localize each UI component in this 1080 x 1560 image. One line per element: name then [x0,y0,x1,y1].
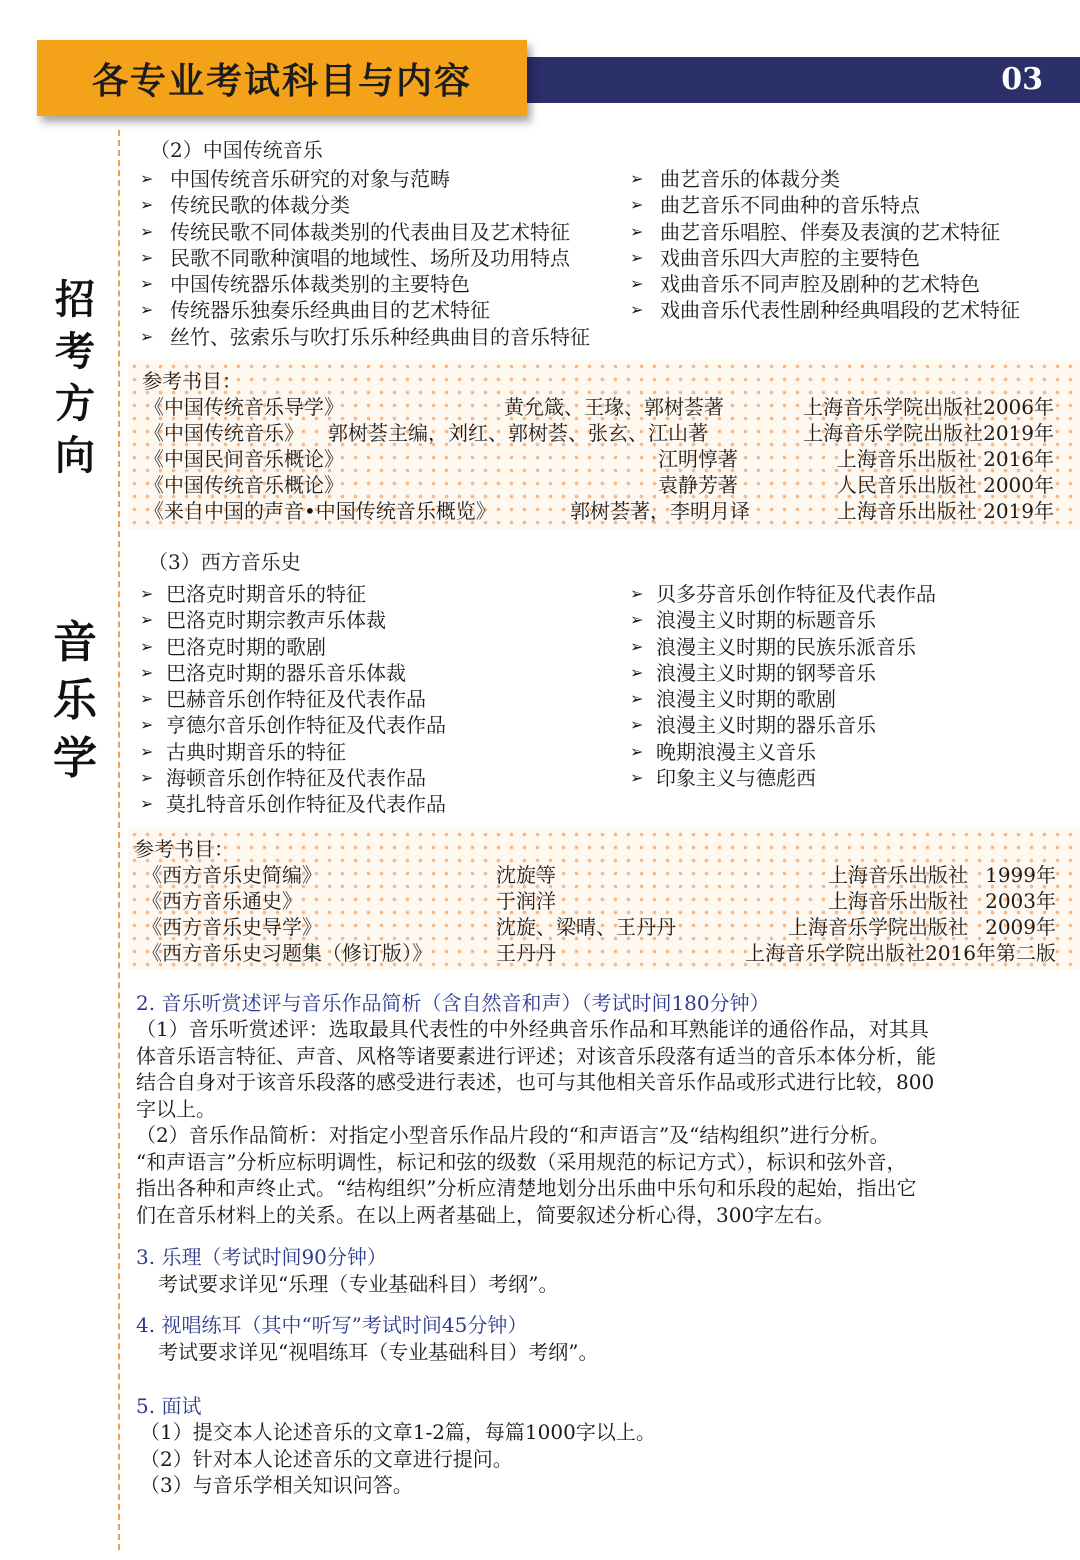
paragraph-line: 结合自身对于该音乐段落的感受进行表述，也可与其他相关音乐作品或形式进行比较，800 [136,1070,935,1094]
ref-publisher: 上海音乐出版社 2016年 [836,447,1054,471]
arrowhead-bullet-icon: ➢ [630,636,644,656]
paragraph-line: 字以上。 [136,1096,216,1121]
header-bar [520,57,1080,103]
list-item: ➢ 晚期浪漫主义音乐 [630,739,816,764]
list-item: ➢ 曲艺音乐不同曲种的音乐特点 [630,193,920,218]
references-block-traditional [128,360,1080,530]
arrowhead-bullet-icon: ➢ [630,610,644,630]
ref-publisher: 人民音乐出版社 2000年 [836,473,1054,497]
side-char: 乐 [53,675,97,726]
arrowhead-bullet-icon: ➢ [630,741,644,761]
arrowhead-bullet-icon: ➢ [630,169,644,188]
section-heading-western: （3）西方音乐史 [148,550,301,574]
paragraph-line: （1）音乐听赏述评：选取最具代表性的中外经典音乐作品和耳熟能详的通俗作品，对其具 [136,1017,929,1041]
section-3-heading: 3. 乐理（考试时间90分钟） [136,1245,387,1269]
arrowhead-bullet-icon: ➢ [630,689,644,709]
ref-author: 袁静芳著 [658,473,738,497]
list-item: ➢ 曲艺音乐唱腔、伴奏及表演的艺术特征 [630,219,1000,244]
arrowhead-bullet-icon: ➢ [140,274,154,294]
ref-author: 黄允箴、王瑑、郭树荟著 [504,395,724,419]
western-right-list [630,581,936,791]
section-4-text: 考试要求详见“视唱练耳（专业基础科目）考纲”。 [158,1340,599,1364]
section-4-heading: 4. 视唱练耳（其中“听写”考试时间45分钟） [136,1313,528,1337]
ref-book: 《中国传统音乐导学》 [144,395,344,419]
paragraph-line: 体音乐语言特征、声音、风格等诸要素进行评述；对该音乐段落有适当的音乐本体分析，能 [136,1043,936,1068]
ref-publisher: 上海音乐出版社 [828,863,968,887]
ref-book: 《来自中国的声音•中国传统音乐概览》 [144,499,496,523]
ref-year: 1999年 [985,863,1056,887]
ref-book: 《中国传统音乐概论》 [144,473,344,497]
list-item: ➢ 亨德尔音乐创作特征及代表作品 [140,713,446,738]
arrowhead-bullet-icon: ➢ [140,768,154,788]
section-5-body [140,1419,656,1499]
arrowhead-bullet-icon: ➢ [140,584,154,603]
ref-publisher: 上海音乐学院出版社2006年 [803,395,1054,419]
ref-publisher: 上海音乐出版社 [828,889,968,913]
paragraph-line: “和声语言”分析应标明调性，标记和弦的级数（采用规范的标记方式），标识和弦外音， [136,1149,907,1174]
paragraph-line: （3）与音乐学相关知识问答。 [140,1473,413,1497]
section-5-heading: 5. 面试 [136,1394,202,1418]
ref-year: 2003年 [985,889,1056,913]
arrowhead-bullet-icon: ➢ [630,715,644,735]
side-label-direction [45,274,105,482]
section-2-heading: 2. 音乐听赏述评与音乐作品简析（含自然音和声）（考试时间180分钟） [136,991,770,1015]
list-item: ➢ 民歌不同歌种演唱的地域性、场所及功用特点 [140,245,570,270]
arrowhead-bullet-icon: ➢ [140,741,154,761]
list-item: ➢ 浪漫主义时期的钢琴音乐 [630,660,876,685]
arrowhead-bullet-icon: ➢ [140,610,154,630]
arrowhead-bullet-icon: ➢ [630,300,644,320]
list-item: ➢ 戏曲音乐四大声腔的主要特色 [630,245,920,270]
arrowhead-bullet-icon: ➢ [140,300,154,320]
list-item: ➢ 戏曲音乐代表性剧种经典唱段的艺术特征 [630,298,1020,323]
references-title: 参考书目： [142,369,242,393]
ref-book: 《中国传统音乐》 [144,421,304,445]
ref-book: 《西方音乐通史》 [142,889,302,913]
references-title: 参考书目： [134,837,234,861]
traditional-left-list [140,166,590,350]
ref-author: 沈旋等 [496,863,556,887]
list-item: ➢ 浪漫主义时期的歌剧 [630,687,836,712]
list-item: ➢ 中国传统音乐研究的对象与范畴 [140,167,450,191]
list-item: ➢ 海顿音乐创作特征及代表作品 [140,766,426,791]
ref-author: 沈旋、梁晴、王丹丹 [496,915,676,939]
arrowhead-bullet-icon: ➢ [630,584,644,603]
ref-author: 郭树荟主编，刘红、郭树荟、张玄、江山著 [328,421,708,445]
list-item: ➢ 浪漫主义时期的民族乐派音乐 [630,634,916,659]
traditional-right-list [630,166,1020,324]
section-heading-traditional: （2）中国传统音乐 [150,138,323,162]
arrowhead-bullet-icon: ➢ [140,247,154,267]
arrowhead-bullet-icon: ➢ [140,689,154,709]
arrowhead-bullet-icon: ➢ [630,662,644,682]
arrowhead-bullet-icon: ➢ [630,195,644,215]
ref-book: 《西方音乐史习题集（修订版）》 [142,941,432,965]
paragraph-line: （2）针对本人论述音乐的文章进行提问。 [140,1446,513,1471]
list-item: ➢ 巴洛克时期的歌剧 [140,634,326,659]
arrowhead-bullet-icon: ➢ [140,221,154,241]
side-char: 考 [55,329,95,375]
list-item: ➢ 丝竹、弦索乐与吹打乐乐种经典曲目的音乐特征 [140,324,590,349]
paragraph-line: （2）音乐作品简析：对指定小型音乐作品片段的“和声语言”及“结构组织”进行分析。 [136,1123,890,1147]
left-dashed-rule [118,130,120,1550]
list-item: ➢ 巴洛克时期音乐的特征 [140,582,366,606]
list-item: ➢ 巴洛克时期宗教声乐体裁 [140,608,386,633]
ref-author: 于润洋 [496,889,556,913]
arrowhead-bullet-icon: ➢ [140,636,154,656]
arrowhead-bullet-icon: ➢ [140,662,154,682]
list-item: ➢ 印象主义与德彪西 [630,766,816,791]
side-char: 音 [53,617,97,668]
arrowhead-bullet-icon: ➢ [140,195,154,215]
paragraph-line: （1）提交本人论述音乐的文章1-2篇，每篇1000字以上。 [140,1420,656,1444]
arrowhead-bullet-icon: ➢ [630,768,644,788]
arrowhead-bullet-icon: ➢ [140,715,154,735]
section-2-body [136,1016,1036,1228]
western-left-list [140,581,446,818]
list-item: ➢ 巴洛克时期的器乐音乐体裁 [140,660,406,685]
list-item: ➢ 古典时期音乐的特征 [140,739,346,764]
ref-publisher: 上海音乐学院出版社 [788,915,968,939]
list-item: ➢ 中国传统器乐体裁类别的主要特色 [140,272,470,297]
list-item: ➢ 传统器乐独奏乐经典曲目的艺术特征 [140,298,490,323]
ref-year: 2009年 [985,915,1056,939]
arrowhead-bullet-icon: ➢ [140,326,154,346]
references-block-western [128,828,1080,970]
ref-publisher: 上海音乐学院出版社2019年 [803,421,1054,445]
ref-author: 郭树荟著，李明月译 [570,499,750,523]
list-item: ➢ 莫扎特音乐创作特征及代表作品 [140,792,446,817]
list-item: ➢ 传统民歌的体裁分类 [140,193,350,218]
ref-book: 《西方音乐史简编》 [142,863,322,887]
ref-publisher: 上海音乐学院出版社2016年第二版 [745,941,1056,965]
page-number: 03 [1001,62,1043,97]
ref-publisher: 上海音乐出版社 2019年 [836,499,1054,523]
list-item: ➢ 浪漫主义时期的器乐音乐 [630,713,876,738]
arrowhead-bullet-icon: ➢ [140,794,154,814]
list-item: ➢ 曲艺音乐的体裁分类 [630,167,840,191]
paragraph-line: 们在音乐材料上的关系。在以上两者基础上，简要叙述分析心得，300字左右。 [136,1202,835,1227]
section-3-text: 考试要求详见“乐理（专业基础科目）考纲”。 [158,1272,559,1296]
list-item: ➢ 戏曲音乐不同声腔及剧种的艺术特色 [630,272,980,297]
ref-author: 王丹丹 [496,941,556,965]
arrowhead-bullet-icon: ➢ [140,169,154,188]
ref-book: 《西方音乐史导学》 [142,915,322,939]
arrowhead-bullet-icon: ➢ [630,247,644,267]
side-label-musicology [45,614,105,788]
side-char: 向 [55,433,95,479]
ref-author: 江明惇著 [658,447,738,471]
arrowhead-bullet-icon: ➢ [630,274,644,294]
ref-book: 《中国民间音乐概论》 [144,447,344,471]
list-item: ➢ 传统民歌不同体裁类别的代表曲目及艺术特征 [140,219,570,244]
arrowhead-bullet-icon: ➢ [630,221,644,241]
side-char: 招 [55,277,95,323]
list-item: ➢ 浪漫主义时期的标题音乐 [630,608,876,633]
side-char: 方 [55,381,95,427]
list-item: ➢ 巴赫音乐创作特征及代表作品 [140,687,426,712]
side-char: 学 [53,733,97,784]
page-title: 各专业考试科目与内容 [37,40,527,116]
list-item: ➢ 贝多芬音乐创作特征及代表作品 [630,582,936,606]
paragraph-line: 指出各种和声终止式。“结构组织”分析应清楚地划分出乐曲中乐句和乐段的起始，指出它 [136,1176,917,1200]
